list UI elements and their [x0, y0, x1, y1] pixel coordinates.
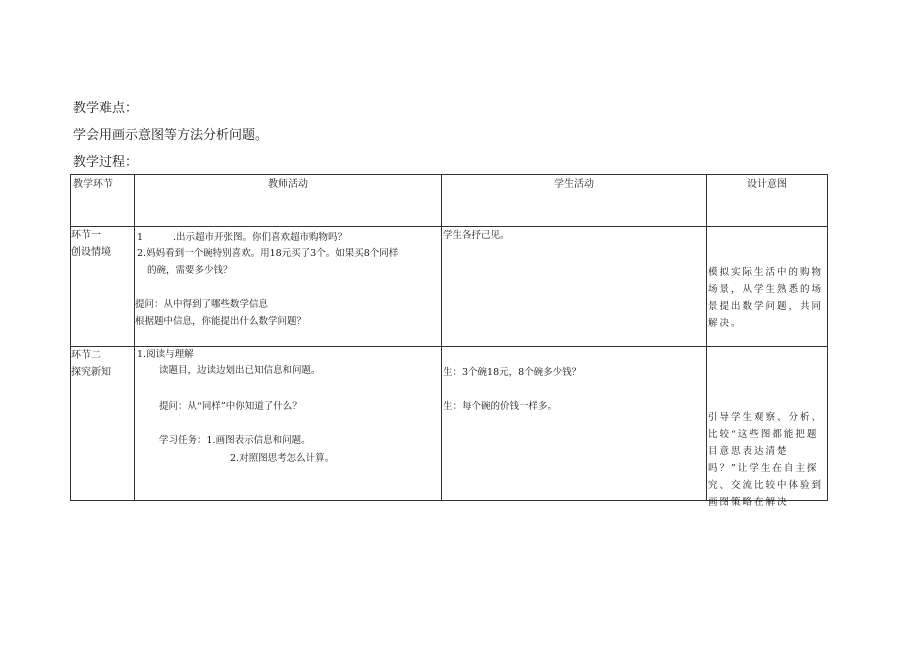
lesson-plan-table: [70, 174, 828, 508]
design-intent-text: 引导学生观察、分析、比较“这些图都能把题目意思表达清楚吗？”让学生在自主探究、交流比较中体验到画图策略在解决: [708, 412, 824, 508]
design-intent-cell: [707, 227, 828, 347]
student-line: 生：3个碗18元，8个碗多少钱？: [443, 367, 582, 378]
process-title: 教学过程：: [73, 155, 139, 170]
design-intent-text: 模拟实际生活中的购物场景，从学生熟悉的场景提出数学问题，共同解决。: [708, 267, 824, 329]
difficulty-title: 教学难点：: [73, 101, 139, 116]
design-intent-cell: [707, 347, 828, 508]
stage-title: 创设情境: [71, 247, 111, 258]
stage-cell: [71, 347, 135, 501]
student-activity-cell: [442, 347, 707, 501]
teacher-activity-cell: [135, 347, 442, 501]
difficulty-text: 学会用画示意图等方法分析问题。: [73, 128, 269, 143]
teacher-activity-cell: [135, 227, 442, 347]
teacher-line: 学习任务：1.画图表示信息和问题。: [159, 435, 311, 446]
stage-title: 探究新知: [71, 367, 111, 378]
header-design-intent: 设计意图: [707, 175, 828, 227]
stage-cell: [71, 227, 135, 347]
teacher-line: 2.妈妈看到一个碗特别喜欢。用18元买了3个。如果买8个同样: [137, 248, 399, 259]
teacher-line: 根据题中信息，你能提出什么数学问题？: [135, 316, 307, 327]
table-row: [71, 347, 828, 501]
header-student-activity: 学生活动: [442, 175, 707, 227]
teacher-line: 的碗，需要多少钱？: [147, 265, 233, 276]
teacher-line: 1: [137, 232, 144, 243]
teacher-line: 1.阅读与理解: [137, 349, 194, 360]
stage-number: 环节二: [71, 350, 101, 361]
student-activity-cell: [442, 227, 707, 347]
teacher-line: 提问：从中得到了哪些数学信息: [135, 299, 269, 310]
header-teacher-activity: 教师活动: [135, 175, 442, 227]
student-line: 学生各抒己见。: [443, 230, 510, 241]
teacher-line: 2.对照图思考怎么计算。: [230, 453, 335, 464]
table-row: [71, 227, 828, 347]
table-header-row: [71, 175, 828, 227]
header-stage: 教学环节: [71, 175, 135, 227]
student-line: 生：每个碗的价钱一样多。: [443, 401, 558, 412]
teacher-line: 读题目，边读边划出已知信息和问题。: [159, 365, 321, 376]
teacher-line: .出示超市开张图。你们喜欢超市购物吗？: [173, 232, 348, 243]
stage-number: 环节一: [71, 230, 101, 241]
teacher-line: 提问：从“同样”中你知道了什么？: [159, 401, 302, 412]
